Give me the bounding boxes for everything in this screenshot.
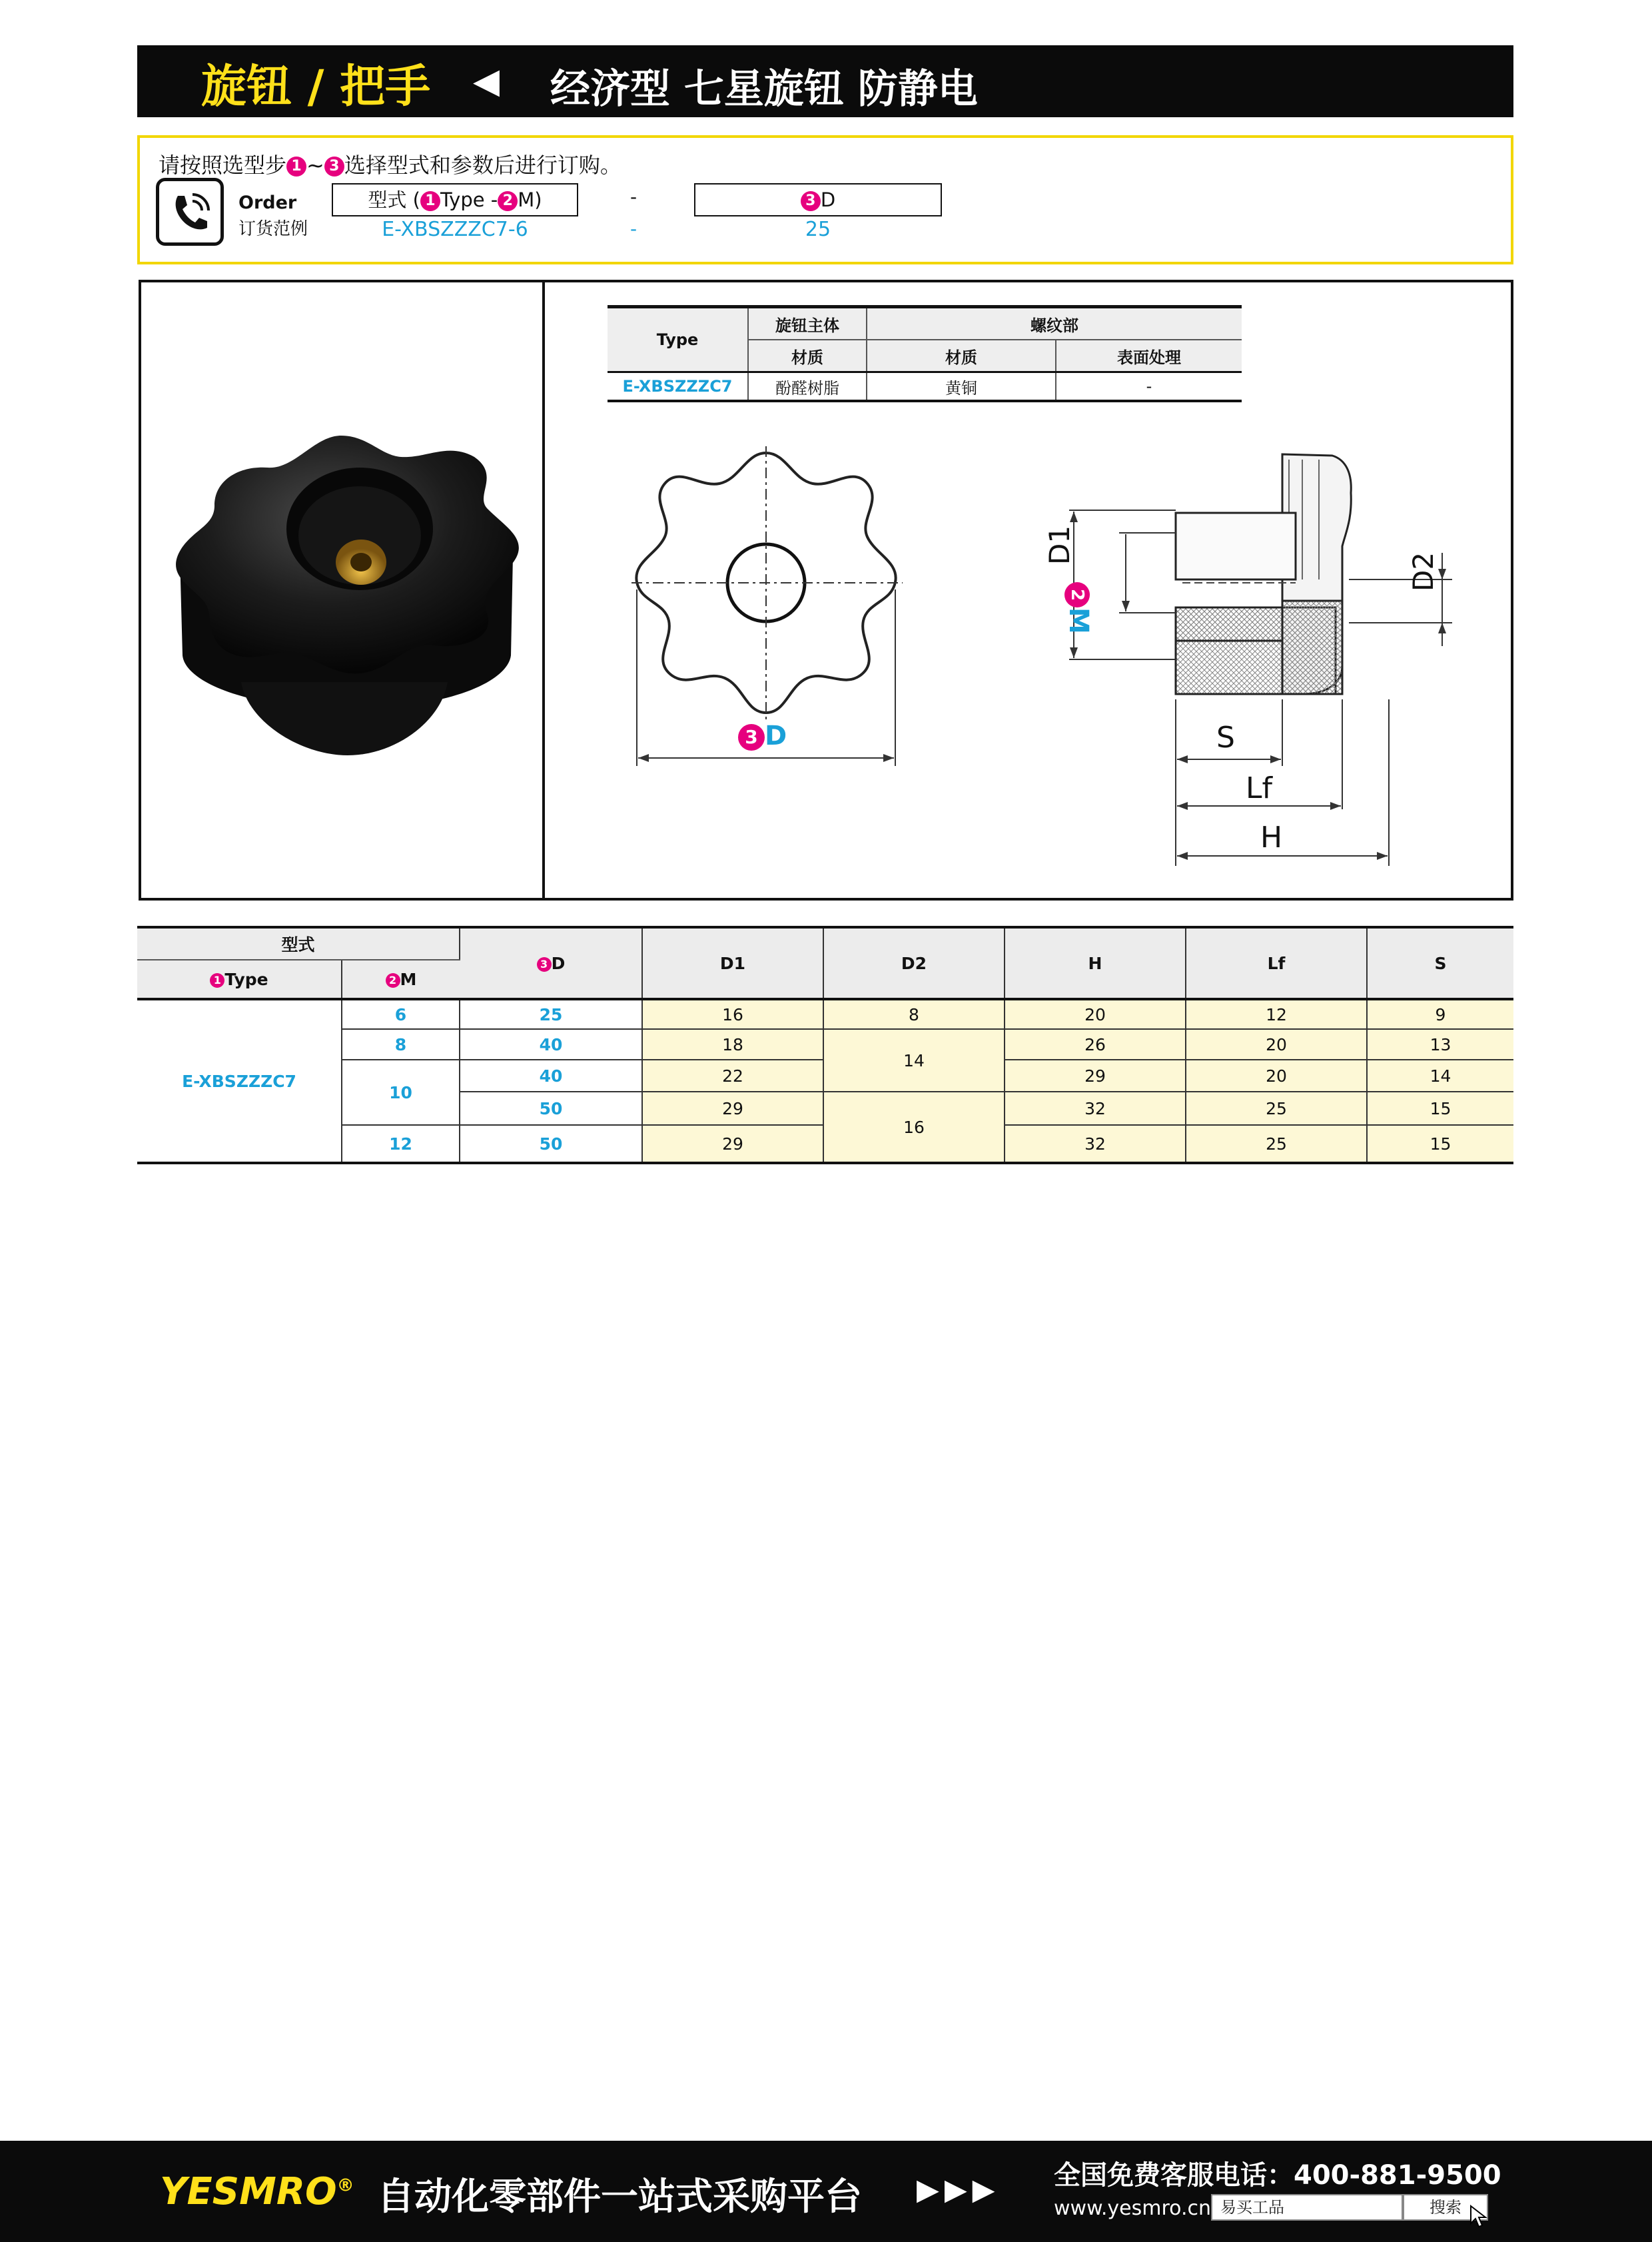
hdr-xingshi: 型式 (137, 927, 460, 960)
cell-d: 50 (460, 1092, 642, 1125)
figure-divider (542, 280, 545, 901)
cell-h: 26 (1005, 1029, 1186, 1060)
cell-h: 32 (1005, 1125, 1186, 1163)
arrow-left-icon: ◀ (473, 61, 500, 101)
mat-col-type: Type (608, 307, 748, 372)
order-label-cn: 订货范例 (238, 219, 308, 239)
step-1-badge: 1 (286, 157, 306, 177)
cell-lf: 12 (1186, 999, 1367, 1029)
hdr-d: 3 D (460, 927, 642, 999)
mat-col-thread: 螺纹部 (867, 307, 1242, 340)
website[interactable]: www.yesmro.cn (1054, 2197, 1212, 2220)
row-type: E-XBSZZZC7 (137, 999, 342, 1163)
cell-m: 8 (342, 1029, 460, 1060)
search-input[interactable]: 易买工品 (1211, 2194, 1403, 2221)
material-table (608, 305, 1242, 402)
example-d: 25 (805, 218, 831, 241)
order-instruction: 请按照选型步 1 ~ 3 选择型式和参数后进行订购。 (159, 153, 621, 178)
footer-slogan: 自动化零部件一站式采购平台 (377, 2175, 862, 2219)
mat-sub-material: 材质 (748, 340, 867, 372)
cell-d: 25 (460, 999, 642, 1029)
cell-s: 15 (1367, 1125, 1513, 1163)
category-title: 旋钮 / 把手 (201, 61, 431, 113)
order-example-box (137, 135, 1513, 264)
cell-d1: 29 (642, 1092, 823, 1125)
footer-bar (0, 2141, 1652, 2242)
cell-d: 40 (460, 1029, 642, 1060)
dimension-table (137, 926, 1513, 1164)
cell-d2: 8 (823, 999, 1005, 1029)
side-d2-label: D2 (1407, 552, 1440, 591)
cell-s: 9 (1367, 999, 1513, 1029)
page-title: 经济型 七星旋钮 防静电 (550, 66, 978, 113)
cell-d2: 14 (823, 1029, 1005, 1092)
example-dash: - (630, 218, 637, 240)
hdr-s: S (1367, 927, 1513, 999)
mat-sub-material2: 材质 (867, 340, 1056, 372)
mat-row-type: E-XBSZZZC7 (608, 372, 748, 402)
type-m-box: 型式 ( 1 Type - 2 M) (332, 183, 578, 216)
cell-h: 32 (1005, 1092, 1186, 1125)
cell-h: 29 (1005, 1060, 1186, 1092)
brand-logo: YESMRO® (160, 2170, 354, 2213)
cell-m: 6 (342, 999, 460, 1029)
mat-col-body: 旋钮主体 (748, 307, 867, 340)
cell-d1: 18 (642, 1029, 823, 1060)
cell-s: 15 (1367, 1092, 1513, 1125)
hdr-lf: Lf (1186, 927, 1367, 999)
cell-lf: 25 (1186, 1125, 1367, 1163)
table-row (137, 1029, 1513, 1060)
cursor-icon (1469, 2205, 1489, 2229)
cell-h: 20 (1005, 999, 1186, 1029)
mat-row-thread: 黄铜 (867, 372, 1056, 402)
order-label-en: Order (238, 192, 297, 213)
example-code: E-XBSZZZC7-6 (382, 218, 528, 241)
cell-d: 40 (460, 1060, 642, 1092)
cell-lf: 20 (1186, 1060, 1367, 1092)
cell-d1: 22 (642, 1060, 823, 1092)
cell-lf: 20 (1186, 1029, 1367, 1060)
search-button[interactable]: 搜索 (1403, 2194, 1488, 2221)
side-lf-label: Lf (1246, 771, 1273, 805)
hdr-d1: D1 (642, 927, 823, 999)
hdr-m: 2 M (342, 960, 460, 999)
d-box: 3 D (694, 183, 942, 216)
side-d1-label: D1 (1043, 525, 1076, 565)
cell-d1: 16 (642, 999, 823, 1029)
title-bar (137, 45, 1513, 117)
footer-arrows-icon: ▶▶▶ (917, 2173, 1001, 2207)
cell-m: 12 (342, 1125, 460, 1163)
table-row (137, 999, 1513, 1029)
hotline: 全国免费客服电话：400-881-9500 (1054, 2160, 1501, 2191)
side-h-label: H (1260, 821, 1283, 855)
side-view-drawing (1039, 446, 1452, 873)
hdr-type: 1 Type (137, 960, 342, 999)
step-3-badge: 3 (324, 157, 344, 177)
front-d-label: 3 D (738, 721, 787, 751)
hdr-h: H (1005, 927, 1186, 999)
cell-d2: 16 (823, 1092, 1005, 1163)
product-photo (141, 282, 541, 898)
cell-lf: 25 (1186, 1092, 1367, 1125)
cell-d: 50 (460, 1125, 642, 1163)
phone-icon (156, 178, 224, 246)
cell-s: 13 (1367, 1029, 1513, 1060)
separator-dash: - (630, 186, 637, 208)
hdr-d2: D2 (823, 927, 1005, 999)
side-s-label: S (1216, 721, 1235, 755)
mat-row-body: 酚醛树脂 (748, 372, 867, 402)
cell-s: 14 (1367, 1060, 1513, 1092)
mat-row-surface: - (1146, 377, 1152, 396)
cell-m: 10 (342, 1060, 460, 1125)
side-m-label: 2M (1063, 582, 1094, 634)
mat-sub-surface: 表面处理 (1056, 340, 1242, 372)
cell-d1: 29 (642, 1125, 823, 1163)
